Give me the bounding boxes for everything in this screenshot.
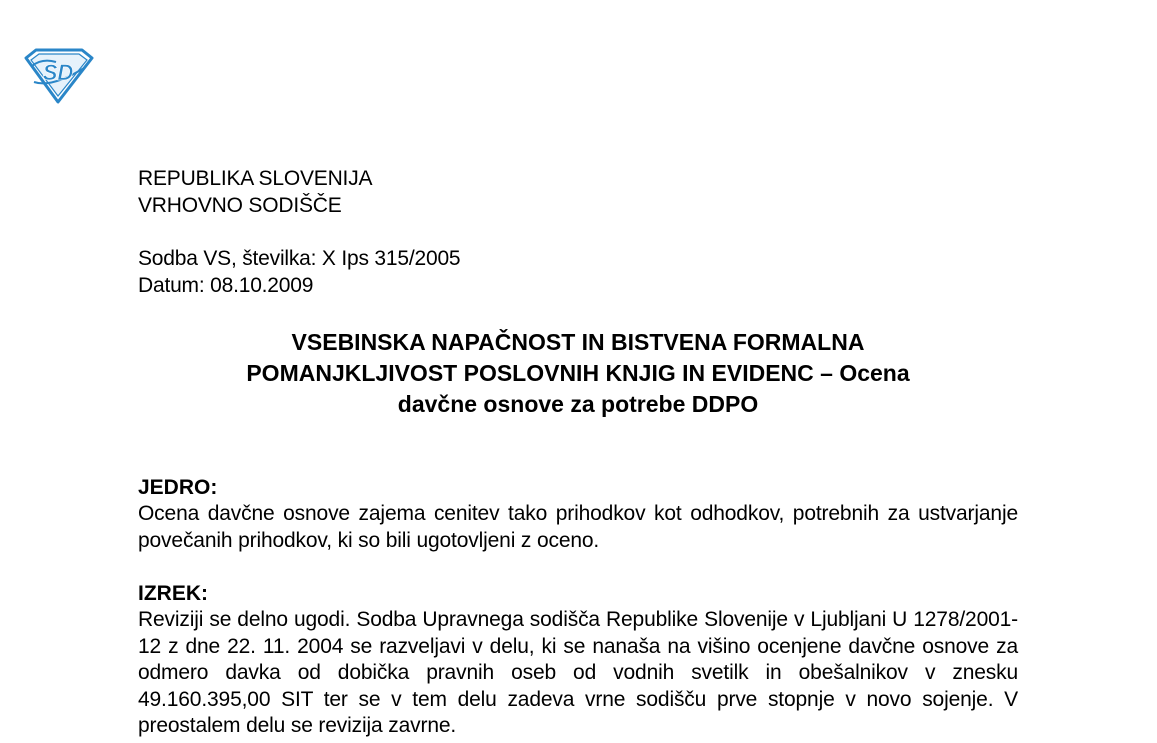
court-logo [22, 48, 96, 104]
izrek-section [138, 580, 1018, 740]
shield-logo-icon [22, 48, 96, 104]
jedro-section [138, 474, 1018, 554]
case-meta [138, 245, 460, 299]
country-name: REPUBLIKA SLOVENIJA [138, 167, 373, 190]
svg-text:SD: SD [42, 60, 74, 85]
court-header [138, 165, 372, 219]
title-line: davčne osnove za potrebe DDPO [397, 391, 759, 417]
izrek-heading: IZREK: [138, 582, 208, 605]
title-line: VSEBINSKA NAPAČNOST IN BISTVENA FORMALNA [291, 329, 865, 355]
court-name: VRHOVNO SODIŠČE [138, 194, 342, 217]
document-title [138, 327, 1018, 420]
title-line: POMANJKLJIVOST POSLOVNIH KNJIG IN EVIDENC – Ocena [246, 360, 910, 386]
case-number: Sodba VS, številka: X Ips 315/2005 [138, 247, 461, 270]
jedro-text: Ocena davčne osnove zajema cenitev tako prihodkov kot odhodkov, potrebnih za ustvarjanje povečanih prihodkov, ki so bili ugotovljeni z oceno. [138, 502, 1018, 552]
jedro-heading: JEDRO: [138, 476, 218, 499]
judgment-date: Datum: 08.10.2009 [138, 274, 314, 297]
izrek-text: Reviziji se delno ugodi. Sodba Upravnega sodišča Republike Slovenije v Ljubljani U 1278/2001-12 z dne 22. 11. 2004 se razveljavi v delu, ki se nanaša na višino ocenjene davčne osnove za odmero davka od dobička pravnih oseb od vodnih svetilk in obešalnikov v znesku 49.160.395,00 SIT ter se v tem delu zadeva vrne sodišču prve stopnje v novo sojenje. V preostalem delu se revizija zavrne. [138, 608, 1018, 737]
